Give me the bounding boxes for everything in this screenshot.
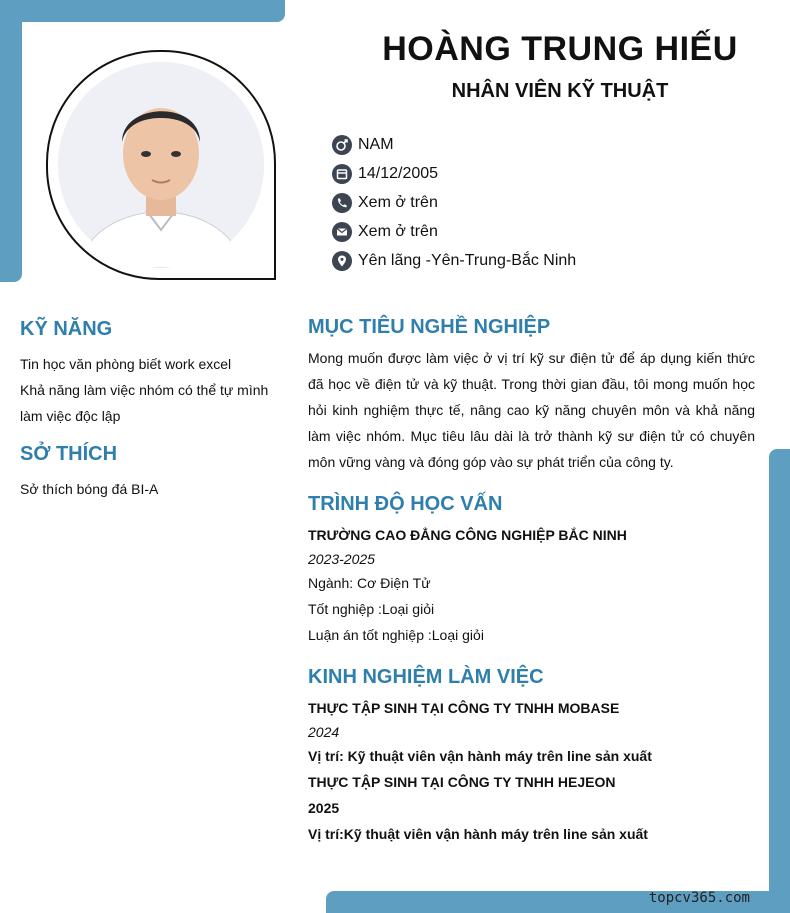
left-column	[20, 318, 280, 502]
experience-title: KINH NGHIỆM LÀM VIỆC	[308, 666, 544, 688]
info-row-gender	[332, 130, 576, 159]
watermark: topcv365.com	[648, 890, 750, 906]
education-line: Luận án tốt nghiệp :Loại giỏi	[308, 627, 484, 643]
info-email: Xem ở trên	[358, 222, 438, 240]
gender-icon	[332, 135, 352, 155]
skill-item: làm việc độc lập	[20, 408, 121, 424]
experience-role: Vị trí:Kỹ thuật viên vận hành máy trên line sản xuất	[308, 826, 648, 842]
accent-bar-left	[0, 0, 22, 282]
education-line: Ngành: Cơ Điện Tử	[308, 575, 431, 591]
avatar	[58, 62, 264, 268]
education-school: TRƯỜNG CAO ĐẲNG CÔNG NGHIỆP BẮC NINH	[308, 527, 627, 543]
job-title: NHÂN VIÊN KỸ THUẬT	[451, 80, 669, 102]
info-row-email	[332, 217, 576, 246]
education-title: TRÌNH ĐỘ HỌC VẤN	[308, 493, 503, 515]
accent-bar-top	[0, 0, 285, 22]
education-period: 2023-2025	[308, 551, 375, 567]
right-column	[308, 316, 755, 847]
info-row-phone	[332, 188, 576, 217]
candidate-name: HOÀNG TRUNG HIẾU	[382, 30, 738, 68]
skill-item: Tin học văn phòng biết work excel	[20, 356, 232, 372]
education-line: Tốt nghiệp :Loại giỏi	[308, 601, 435, 617]
info-birthday: 14/12/2005	[358, 164, 439, 182]
accent-bar-right	[769, 449, 790, 913]
experience-year: 2024	[308, 724, 340, 740]
calendar-icon	[332, 164, 352, 184]
contact-info	[332, 130, 576, 275]
avatar-frame	[46, 50, 276, 280]
info-phone: Xem ở trên	[358, 193, 438, 211]
experience-role: Vị trí: Kỹ thuật viên vận hành máy trên line sản xuất	[308, 748, 652, 764]
experience-company: THỰC TẬP SINH TẠI CÔNG TY TNHH MOBASE	[308, 700, 620, 716]
hobby-item: Sở thích bóng đá BI-A	[20, 481, 159, 497]
location-icon	[332, 251, 352, 271]
info-gender: NAM	[358, 135, 394, 153]
objective-title: MỤC TIÊU NGHỀ NGHIỆP	[308, 316, 551, 338]
experience-year: 2025	[308, 800, 340, 816]
info-row-address	[332, 246, 576, 275]
skills-title: KỸ NĂNG	[20, 318, 113, 340]
email-icon	[332, 222, 352, 242]
experience-company: THỰC TẬP SINH TẠI CÔNG TY TNHH HEJEON	[308, 774, 616, 790]
phone-icon	[332, 193, 352, 213]
info-address: Yên lãng -Yên-Trung-Bắc Ninh	[358, 251, 577, 269]
info-row-birthday	[332, 159, 576, 188]
objective-text: Mong muốn được làm việc ở vị trí kỹ sư điện tử để áp dụng kiến thức đã học về điện tử và kỹ thuật. Trong thời gian đầu, tôi mong muốn học hỏi kinh nghiệm thực tế, nâng cao kỹ năng chuyên môn và khả năng làm việc nhóm. Mục tiêu lâu dài là trở thành kỹ sư điện tử có chuyên môn vững vàng và đóng góp vào sự phát triển của công ty.	[308, 350, 755, 470]
hobbies-title: SỞ THÍCH	[20, 443, 118, 465]
skill-item: Khả năng làm việc nhóm có thể tự mình	[20, 382, 269, 398]
